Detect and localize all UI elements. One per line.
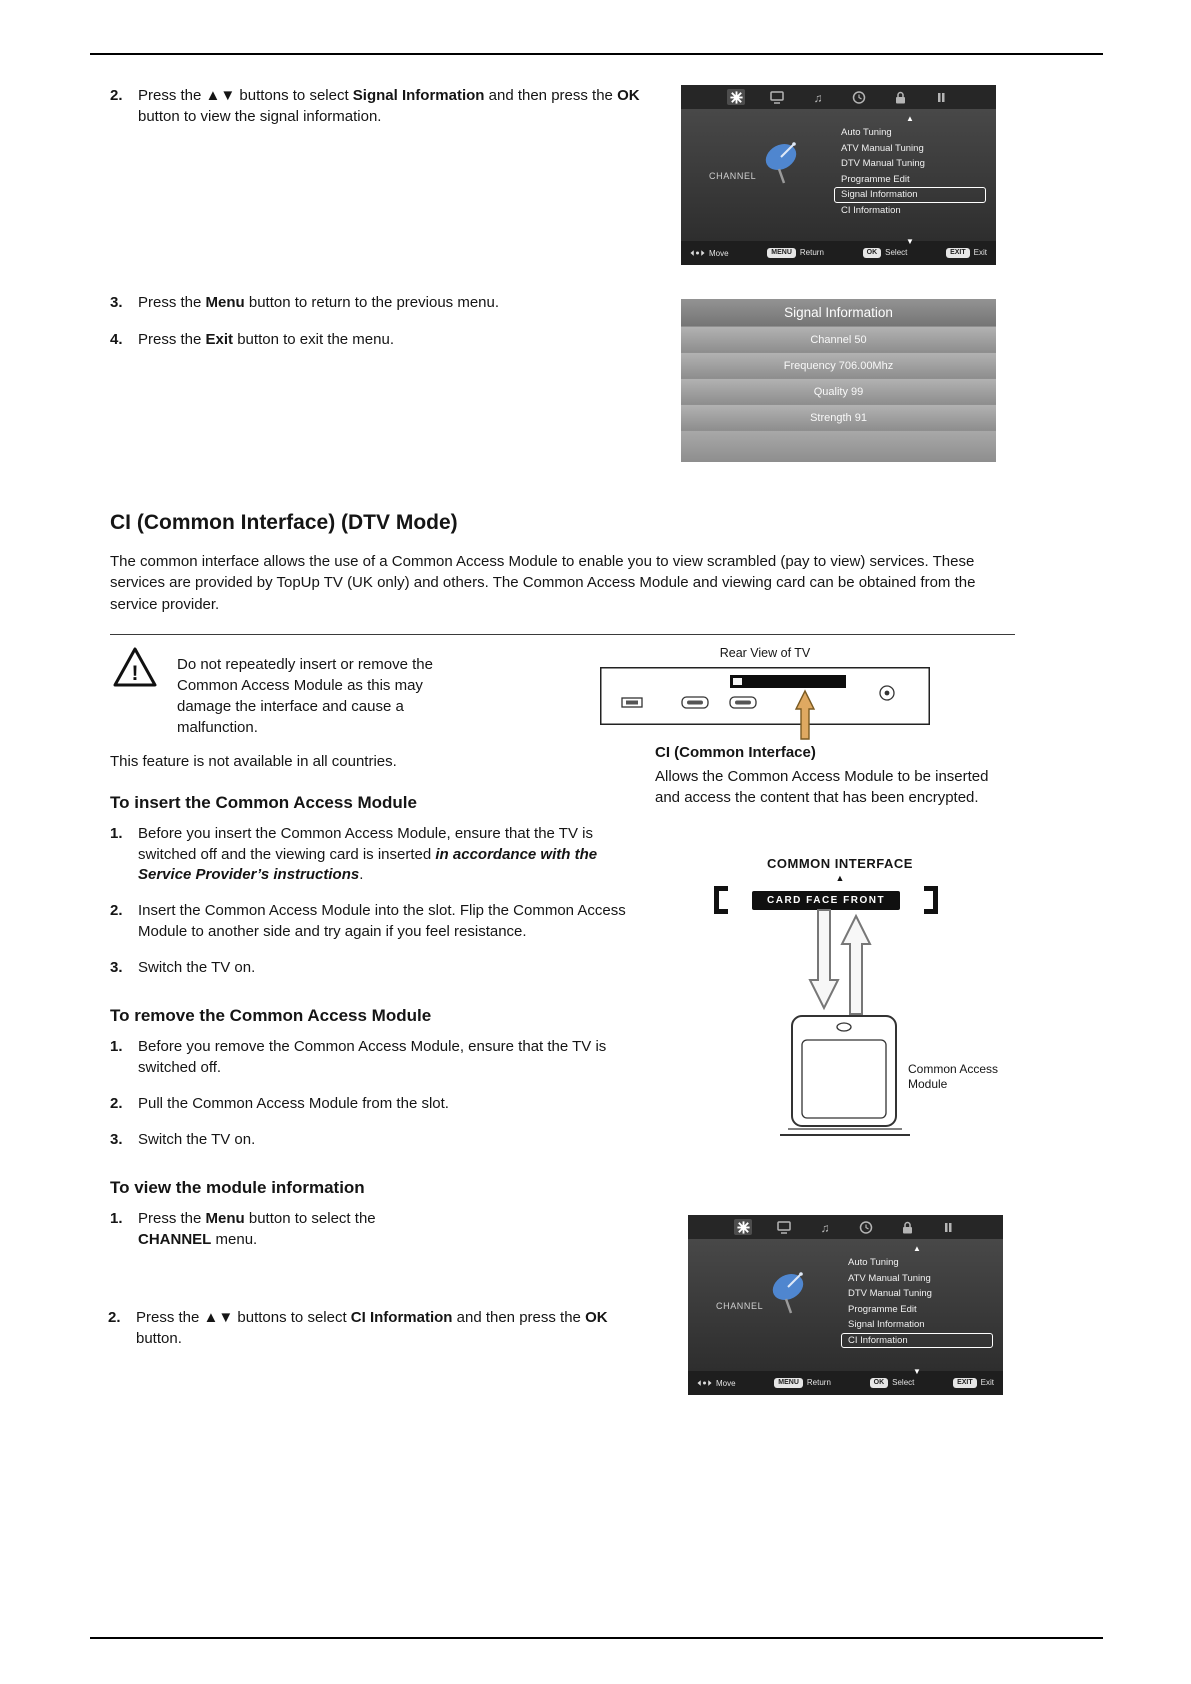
tv-menu-body	[681, 109, 996, 246]
svg-text:♫: ♫	[813, 90, 823, 105]
signal-info-filler	[681, 431, 996, 462]
menu-item[interactable]: Auto Tuning	[841, 127, 892, 138]
step-number: 3.	[110, 959, 123, 976]
tv-menu-item-list	[841, 1243, 993, 1378]
menu-item[interactable]: Signal Information	[848, 1319, 925, 1330]
menu-item[interactable]: DTV Manual Tuning	[841, 158, 925, 169]
rear-view-label: Rear View of TV	[719, 646, 811, 660]
step-text	[136, 1308, 656, 1349]
move-arrows-icon	[690, 248, 705, 258]
menu-item[interactable]: CI Information	[841, 204, 901, 216]
svg-text:!: !	[131, 662, 139, 685]
footer-return	[774, 1378, 831, 1388]
tv-menu-tab-bar	[688, 1215, 1003, 1239]
insert-remove-arrows	[800, 908, 880, 1016]
text-segment: Press the	[138, 294, 206, 311]
lock-icon	[898, 1219, 916, 1235]
footer-label: Move	[709, 248, 729, 258]
warning-icon	[112, 646, 158, 688]
gear-icon	[734, 1219, 752, 1235]
menu-item[interactable]: Programme Edit	[848, 1303, 917, 1315]
ok-key-badge: OK	[870, 1378, 889, 1388]
menu-item-selected[interactable]: Signal Information	[834, 187, 986, 203]
common-access-module-drawing	[778, 1010, 913, 1140]
availability-note: This feature is not available in all countries.	[110, 753, 397, 770]
text-segment: button to return to the previous menu.	[244, 294, 500, 311]
text-segment: CI Information	[350, 1309, 453, 1326]
step-number: 2.	[110, 1095, 123, 1112]
music-note-icon	[809, 89, 827, 105]
tv-menu-screenshot-ci	[688, 1215, 1003, 1395]
text-segment: Press the ▲▼ buttons to select	[136, 1309, 351, 1326]
ok-key-badge: OK	[863, 248, 882, 258]
footer-label: Exit	[980, 1378, 994, 1388]
channel-label: CHANNEL	[709, 171, 757, 181]
step-text: Insert the Common Access Module into the slot. Flip the Common Access Module to another side and try again if you feel resistance.	[138, 902, 626, 940]
text-segment: button to exit the menu.	[233, 331, 394, 348]
common-interface-title: COMMON INTERFACE	[767, 856, 913, 871]
step-number: 4.	[110, 331, 123, 348]
tv-menu-body	[688, 1239, 1003, 1376]
menu-item[interactable]: ATV Manual Tuning	[841, 142, 924, 154]
signal-step-4	[110, 330, 678, 351]
footer-return	[767, 248, 824, 258]
scroll-down-arrow[interactable]: ▼	[913, 1367, 921, 1376]
step-number: 1.	[110, 1038, 123, 1055]
text-segment: OK	[585, 1309, 608, 1326]
music-note-icon	[816, 1219, 834, 1235]
remove-step-2	[110, 1094, 658, 1115]
divider	[110, 634, 1015, 635]
ci-interface-description: Allows the Common Access Module to be inserted and access the content that has been encrypted.	[655, 768, 989, 807]
lock-icon	[891, 89, 909, 105]
tv-menu-screenshot-signal	[681, 85, 996, 265]
menu-key-badge: MENU	[774, 1378, 803, 1388]
tv-rear-view-diagram	[600, 667, 930, 742]
text-segment: Press the	[138, 331, 206, 348]
text-segment: Press the ▲▼ buttons to select	[138, 87, 353, 104]
insert-step-2	[110, 901, 660, 942]
footer-label: Return	[799, 248, 824, 258]
text-segment: button to select the	[244, 1210, 376, 1227]
step-text	[138, 330, 678, 351]
text-segment: in accordance with the Service Provider’s instructions	[138, 845, 598, 884]
step-text: Switch the TV on.	[138, 1131, 256, 1148]
menu-item[interactable]: ATV Manual Tuning	[848, 1272, 931, 1284]
module-label: Common Access Module	[908, 1062, 999, 1091]
footer-label: Return	[806, 1378, 831, 1388]
step-text	[138, 1209, 398, 1250]
footer-label: Select	[885, 248, 908, 258]
text-segment: Signal Information	[352, 87, 485, 104]
step-number: 2.	[108, 1309, 121, 1326]
view-step-2	[108, 1308, 656, 1349]
pause-icon	[939, 1219, 957, 1235]
up-triangle-icon: ▲	[835, 873, 845, 883]
satellite-dish-icon	[766, 1269, 814, 1315]
section-heading-remove: To remove the Common Access Module	[110, 1006, 432, 1025]
section-heading-ci: CI (Common Interface) (DTV Mode)	[110, 511, 458, 534]
step-number: 1.	[110, 825, 123, 842]
text-segment: Exit	[205, 331, 234, 348]
signal-info-row: Channel 50	[681, 327, 996, 352]
step-number: 3.	[110, 1131, 123, 1148]
top-rule	[90, 53, 1103, 55]
signal-info-title: Signal Information	[681, 299, 996, 326]
menu-item[interactable]: DTV Manual Tuning	[848, 1288, 932, 1299]
move-arrows-icon	[697, 1378, 712, 1388]
bottom-rule	[90, 1637, 1103, 1639]
gear-icon	[727, 89, 745, 105]
text-segment: and then press the	[452, 1309, 586, 1326]
signal-info-row: Frequency 706.00Mhz	[681, 353, 996, 378]
step-text: Switch the TV on.	[138, 959, 256, 976]
step-number: 1.	[110, 1210, 123, 1227]
menu-key-badge: MENU	[767, 248, 796, 258]
satellite-dish-icon	[759, 139, 807, 185]
ci-interface-title: CI (Common Interface)	[655, 744, 816, 761]
step-number: 2.	[110, 902, 123, 919]
menu-item[interactable]: Programme Edit	[841, 173, 910, 185]
exit-key-badge: EXIT	[946, 248, 970, 258]
signal-step-2	[110, 86, 653, 127]
text-segment: button to view the signal information.	[138, 107, 382, 125]
section-heading-view: To view the module information	[110, 1178, 365, 1197]
channel-label: CHANNEL	[716, 1301, 764, 1311]
section-heading-insert: To insert the Common Access Module	[110, 793, 417, 812]
view-step-1	[110, 1209, 398, 1250]
text-segment: Press the	[138, 1210, 206, 1227]
tv-menu-tab-bar	[681, 85, 996, 109]
footer-label: Move	[716, 1378, 736, 1388]
footer-select	[870, 1378, 915, 1388]
warning-text: Do not repeatedly insert or remove the Common Access Module as this may damage the interface and cause a malfunction.	[177, 656, 433, 736]
footer-move	[697, 1378, 736, 1388]
text-segment: Menu	[205, 1210, 245, 1227]
text-segment: and then press the	[484, 87, 618, 104]
footer-select	[863, 248, 908, 258]
text-segment: CHANNEL	[138, 1230, 212, 1248]
menu-item[interactable]: Auto Tuning	[848, 1257, 899, 1268]
insert-step-3	[110, 958, 660, 979]
footer-exit	[946, 248, 987, 258]
signal-info-row: Strength 91	[681, 405, 996, 430]
right-bracket-icon	[924, 886, 938, 914]
step-text: Before you remove the Common Access Module, ensure that the TV is switched off.	[138, 1038, 607, 1076]
signal-info-row: Quality 99	[681, 379, 996, 404]
step-number: 2.	[110, 87, 123, 104]
signal-step-3	[110, 293, 678, 314]
ci-intro-paragraph: The common interface allows the use of a Common Access Module to enable you to view scrambled (pay to view) services. These services are provided by TopUp TV (UK only) and others. The Common Access Module and viewing card can be obtained from the service provider.	[110, 553, 976, 613]
text-segment: OK	[617, 87, 640, 104]
clock-icon	[850, 89, 868, 105]
text-segment: Menu	[205, 294, 245, 311]
step-number: 3.	[110, 294, 123, 311]
footer-exit	[953, 1378, 994, 1388]
exit-key-badge: EXIT	[953, 1378, 977, 1388]
signal-info-panel	[681, 299, 996, 459]
text-segment: menu.	[211, 1230, 258, 1248]
clock-icon	[857, 1219, 875, 1235]
text-segment: Before you insert the Common Access Module, ensure that the TV is switched off and the viewing card is inserted	[138, 825, 593, 863]
scroll-up-arrow[interactable]: ▲	[906, 114, 914, 123]
scroll-down-arrow[interactable]: ▼	[906, 237, 914, 246]
svg-text:♫: ♫	[820, 1220, 830, 1235]
tv-menu-item-list	[834, 113, 986, 248]
step-text: Pull the Common Access Module from the slot.	[138, 1095, 449, 1112]
remove-step-3	[110, 1130, 658, 1151]
footer-move	[690, 248, 729, 258]
text-segment: button.	[136, 1329, 182, 1347]
menu-item-selected[interactable]: CI Information	[841, 1333, 993, 1349]
monitor-icon	[768, 89, 786, 105]
footer-label: Select	[892, 1378, 915, 1388]
card-face-front-label: CARD FACE FRONT	[752, 891, 900, 910]
step-text	[138, 86, 653, 127]
text-segment: .	[359, 866, 364, 884]
left-bracket-icon	[714, 886, 728, 914]
scroll-up-arrow[interactable]: ▲	[913, 1244, 921, 1253]
insert-step-1	[110, 824, 625, 886]
step-text	[138, 824, 625, 886]
step-text	[138, 293, 678, 314]
pause-icon	[932, 89, 950, 105]
remove-step-1	[110, 1037, 643, 1078]
monitor-icon	[775, 1219, 793, 1235]
footer-label: Exit	[973, 248, 987, 258]
